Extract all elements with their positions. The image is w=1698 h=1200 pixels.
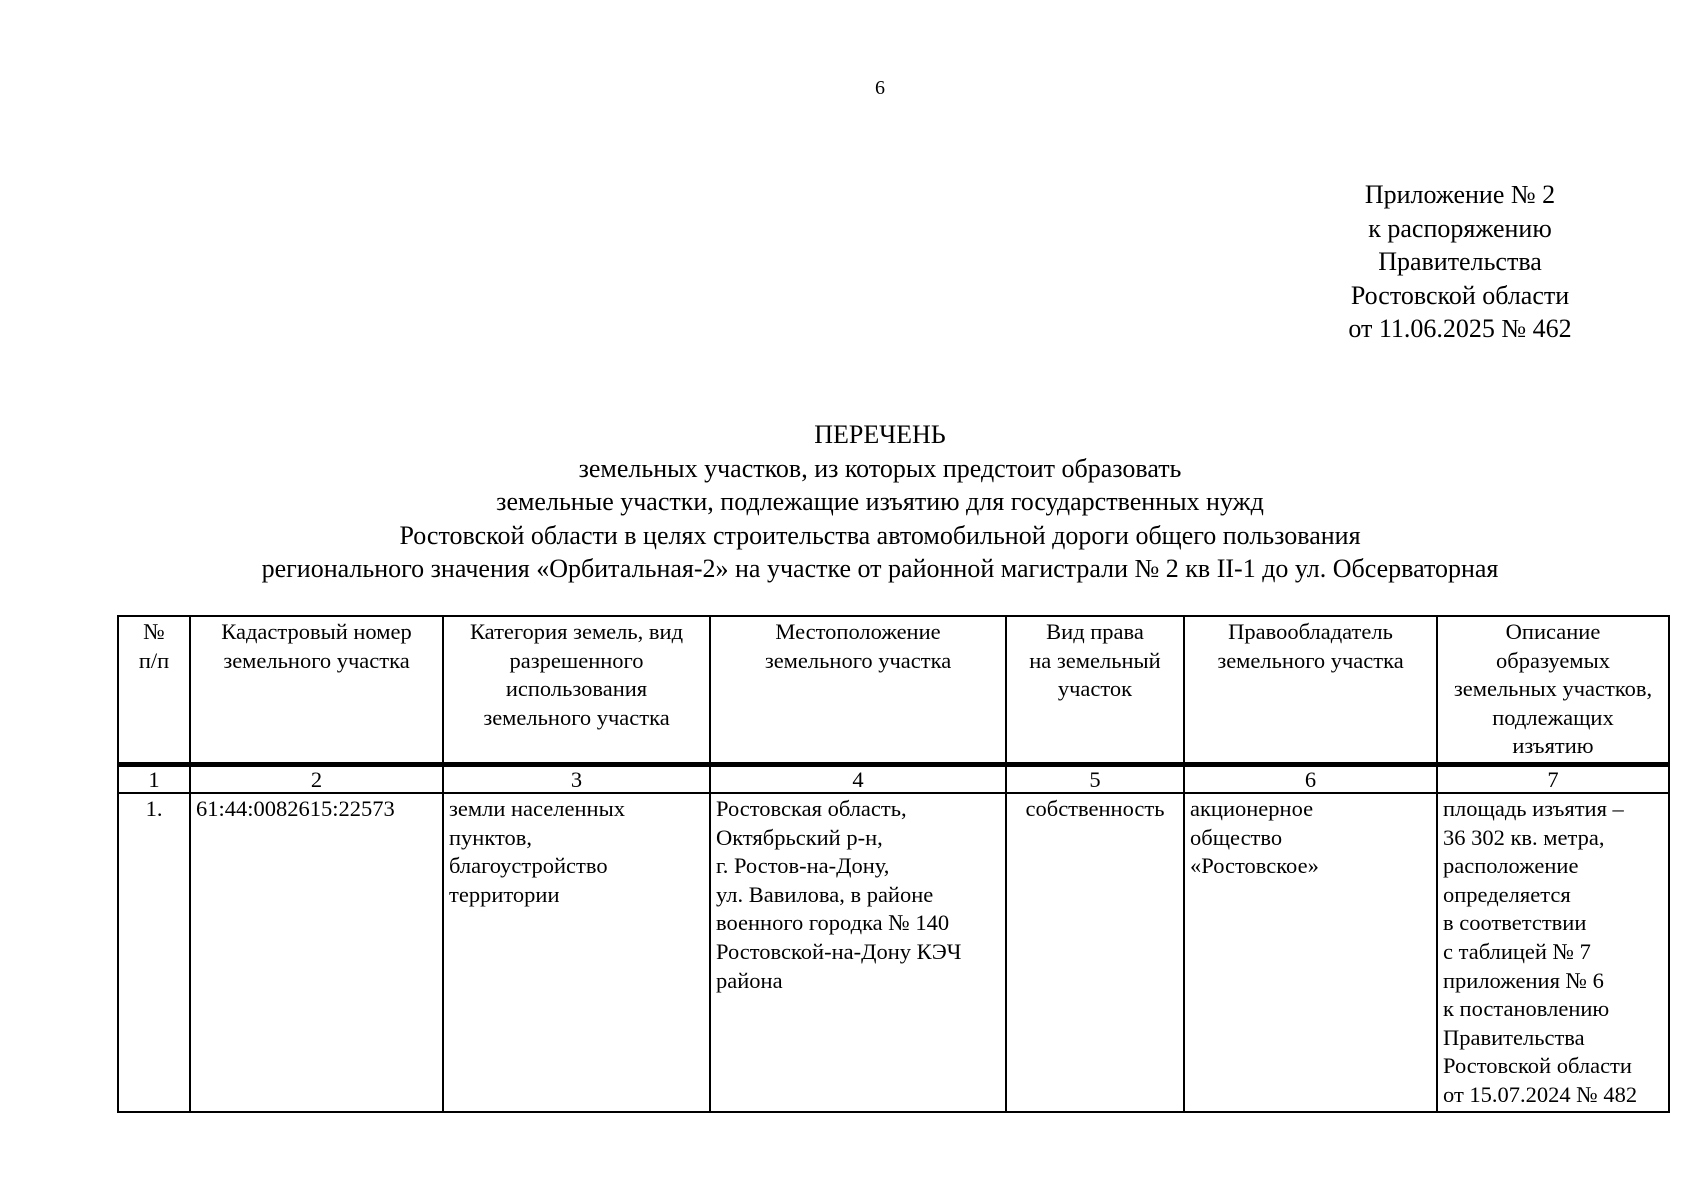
header-line: использования bbox=[505, 676, 648, 702]
title-line: земельные участки, подлежащие изъятию для государственных нужд bbox=[496, 487, 1264, 516]
appendix-line: от 11.06.2025 № 462 bbox=[1348, 314, 1572, 343]
cell-line: акционерное bbox=[1190, 795, 1314, 821]
title-line: земельных участков, из которых предстоит образовать bbox=[578, 453, 1182, 483]
document-title bbox=[120, 418, 1640, 586]
header-line: Правообладатель bbox=[1228, 619, 1393, 644]
header-right-type bbox=[1006, 616, 1184, 764]
header-line: на земельный bbox=[1029, 647, 1161, 673]
header-line: образуемых bbox=[1496, 647, 1610, 673]
title-heading: ПЕРЕЧЕНЬ bbox=[814, 420, 946, 449]
header-description bbox=[1437, 616, 1669, 764]
cell-line: в соответствии bbox=[1443, 910, 1587, 936]
cell-right-type: собственность bbox=[1006, 793, 1184, 1112]
cell-line: земли населенных bbox=[449, 795, 625, 821]
column-number: 5 bbox=[1006, 764, 1184, 793]
header-location bbox=[710, 616, 1006, 764]
header-line: земельного участка bbox=[223, 647, 410, 673]
cell-line: площадь изъятия – bbox=[1443, 795, 1624, 821]
table-row bbox=[118, 793, 1669, 1112]
header-line: подлежащих bbox=[1492, 704, 1614, 730]
header-line: земельного участка bbox=[764, 647, 952, 673]
header-line: Вид права bbox=[1046, 619, 1144, 644]
appendix-line: Ростовской области bbox=[1350, 280, 1570, 310]
column-number: 1 bbox=[118, 764, 190, 793]
cell-owner bbox=[1184, 793, 1437, 1112]
column-number: 3 bbox=[443, 764, 710, 793]
page-number: 6 bbox=[875, 77, 885, 99]
column-number: 4 bbox=[710, 764, 1006, 793]
cell-line: с таблицей № 7 bbox=[1443, 938, 1591, 964]
header-line: Категория земель, вид bbox=[469, 619, 684, 644]
cell-line: определяется bbox=[1443, 881, 1571, 907]
cell-location bbox=[710, 793, 1006, 1112]
header-line: п/п bbox=[138, 647, 170, 673]
column-number: 7 bbox=[1437, 764, 1669, 793]
header-line: земельного участка bbox=[1217, 647, 1404, 673]
cell-num: 1. bbox=[118, 793, 190, 1112]
cell-line: территории bbox=[449, 881, 560, 907]
appendix-line: Приложение № 2 bbox=[1364, 180, 1556, 209]
cell-line: к постановлению bbox=[1443, 996, 1610, 1022]
column-number: 2 bbox=[190, 764, 443, 793]
cell-category bbox=[443, 793, 710, 1112]
header-line: земельного участка bbox=[483, 704, 670, 730]
land-plots-table bbox=[117, 615, 1670, 1113]
cell-line: Ростовской области bbox=[1443, 1053, 1632, 1079]
header-line: разрешенного bbox=[509, 647, 644, 673]
cell-line: ул. Вавилова, в районе bbox=[716, 881, 934, 907]
header-num bbox=[118, 616, 190, 764]
appendix-block bbox=[1310, 178, 1610, 346]
appendix-line: к распоряжению bbox=[1368, 213, 1552, 243]
column-number-row bbox=[118, 764, 1669, 793]
cell-line: расположение bbox=[1443, 853, 1579, 879]
cell-line: приложения № 6 bbox=[1443, 967, 1604, 993]
appendix-line: Правительства bbox=[1378, 247, 1542, 276]
cell-line: военного городка № 140 bbox=[716, 910, 950, 936]
cell-line: Ростовской-на-Дону КЭЧ bbox=[716, 938, 962, 964]
title-line: Ростовской области в целях строительства автомобильной дороги общего пользования bbox=[399, 520, 1361, 550]
header-category bbox=[443, 616, 710, 764]
column-number: 6 bbox=[1184, 764, 1437, 793]
header-line: Описание bbox=[1505, 619, 1601, 644]
cell-line: Октябрьский р-н, bbox=[716, 824, 883, 850]
title-line: регионального значения «Орбитальная-2» на участке от районной магистрали № 2 кв II-1 до ул. Обсерваторная bbox=[261, 554, 1499, 583]
cell-line: Ростовская область, bbox=[716, 795, 907, 821]
header-line: участок bbox=[1057, 676, 1133, 702]
cell-line: «Ростовское» bbox=[1190, 853, 1319, 879]
cell-description bbox=[1437, 793, 1669, 1112]
cell-line: пунктов, bbox=[449, 824, 533, 850]
header-cadastral-number bbox=[190, 616, 443, 764]
cell-line: 36 302 кв. метра, bbox=[1443, 824, 1605, 850]
cell-line: г. Ростов-на-Дону, bbox=[716, 853, 890, 879]
header-line: изъятию bbox=[1512, 733, 1594, 759]
header-line: № bbox=[143, 619, 165, 644]
header-line: Местоположение bbox=[775, 619, 941, 644]
cell-cadastral-number: 61:44:0082615:22573 bbox=[190, 793, 443, 1112]
cell-line: района bbox=[716, 967, 783, 993]
cell-line: общество bbox=[1190, 824, 1283, 850]
header-line: земельных участков, bbox=[1453, 676, 1653, 702]
cell-line: от 15.07.2024 № 482 bbox=[1443, 1081, 1638, 1107]
header-line: Кадастровый номер bbox=[221, 619, 412, 644]
cell-line: благоустройство bbox=[449, 853, 608, 879]
header-owner bbox=[1184, 616, 1437, 764]
table-header-row bbox=[118, 616, 1669, 764]
cell-line: Правительства bbox=[1443, 1024, 1585, 1050]
